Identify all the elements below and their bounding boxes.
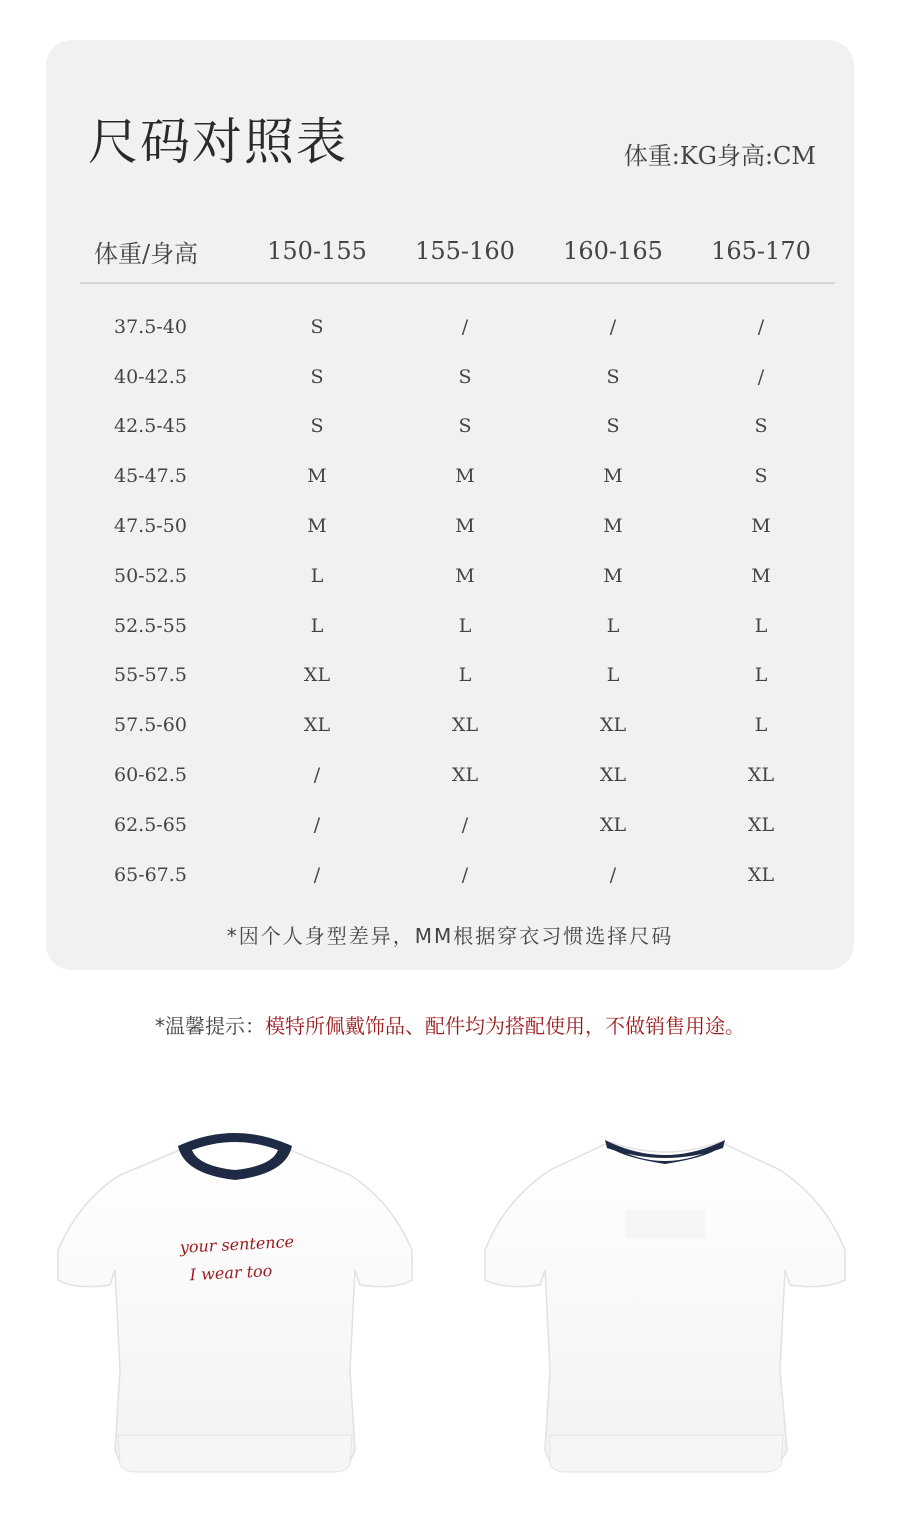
size-cell: S	[606, 415, 620, 438]
size-cell: XL	[747, 813, 775, 836]
size-cell: L	[606, 664, 620, 687]
size-cell: M	[455, 564, 475, 587]
size-cell: M	[455, 465, 475, 488]
size-cell: S	[754, 465, 768, 488]
size-cell: S	[458, 415, 472, 438]
size-cell: XL	[451, 764, 479, 787]
embroidery-line2: I wear too	[189, 1261, 273, 1285]
shirt-back-image	[475, 1120, 855, 1510]
size-cell: M	[603, 465, 623, 488]
header-height-col: 150-155	[243, 220, 391, 283]
size-cell: /	[609, 863, 617, 886]
size-cell: XL	[303, 714, 331, 737]
weight-cell: 57.5-60	[114, 714, 187, 737]
header-height-col: 160-165	[539, 220, 687, 283]
size-cell: /	[461, 813, 469, 836]
size-cell: L	[606, 614, 620, 637]
size-cell: L	[310, 614, 324, 637]
weight-cell: 37.5-40	[114, 315, 187, 338]
size-cell: /	[609, 315, 617, 338]
size-cell: /	[313, 764, 321, 787]
table-row	[80, 451, 835, 501]
header-height-col: 165-170	[687, 220, 835, 283]
size-cell: XL	[451, 714, 479, 737]
size-cell: S	[310, 365, 324, 388]
size-chart-card	[46, 40, 854, 970]
warm-tip-text: 模特所佩戴饰品、配件均为搭配使用，不做销售用途。	[265, 1014, 745, 1038]
size-cell: L	[754, 664, 768, 687]
weight-cell: 45-47.5	[114, 465, 187, 488]
size-cell: XL	[599, 714, 627, 737]
table-row	[80, 551, 835, 601]
size-cell: L	[458, 614, 472, 637]
weight-cell: 40-42.5	[114, 365, 187, 388]
embroidery-line1: your sentence	[179, 1231, 295, 1257]
table-row	[80, 601, 835, 651]
warm-tip	[0, 1010, 900, 1039]
weight-cell: 55-57.5	[114, 664, 187, 687]
table-row	[80, 700, 835, 750]
table-row	[80, 402, 835, 452]
size-cell: XL	[747, 764, 775, 787]
weight-cell: 60-62.5	[114, 764, 187, 787]
header-height-col: 155-160	[391, 220, 539, 283]
size-cell: L	[754, 714, 768, 737]
fit-footnote: *因个人身型差异，MM根据穿衣习惯选择尺码	[226, 924, 674, 948]
unit-note: 体重:KG身高:CM	[623, 142, 816, 170]
table-row	[80, 850, 835, 900]
size-cell: L	[458, 664, 472, 687]
table-row	[80, 750, 835, 800]
size-table	[80, 220, 835, 900]
size-cell: /	[757, 365, 765, 388]
size-cell: XL	[303, 664, 331, 687]
size-cell: S	[754, 415, 768, 438]
size-cell: S	[606, 365, 620, 388]
size-cell: M	[455, 515, 475, 538]
size-cell: M	[751, 564, 771, 587]
size-cell: /	[757, 315, 765, 338]
size-cell: XL	[599, 813, 627, 836]
size-cell: S	[458, 365, 472, 388]
size-cell: M	[751, 515, 771, 538]
page-title: 尺码对照表	[88, 113, 348, 171]
weight-cell: 52.5-55	[114, 614, 187, 637]
size-cell: M	[603, 564, 623, 587]
weight-cell: 65-67.5	[114, 863, 187, 886]
size-cell: S	[310, 315, 324, 338]
size-cell: /	[313, 863, 321, 886]
weight-cell: 50-52.5	[114, 564, 187, 587]
size-cell: /	[461, 863, 469, 886]
size-cell: L	[310, 564, 324, 587]
table-row	[80, 352, 835, 402]
table-header-row	[80, 220, 835, 283]
size-cell: S	[310, 415, 324, 438]
weight-cell: 62.5-65	[114, 813, 187, 836]
table-row	[80, 283, 835, 352]
table-row	[80, 501, 835, 551]
warm-tip-prefix: *温馨提示：	[155, 1014, 265, 1038]
shirt-front-image	[50, 1120, 420, 1510]
table-row	[80, 651, 835, 701]
weight-cell: 42.5-45	[114, 415, 187, 438]
size-cell: /	[313, 813, 321, 836]
size-cell: M	[603, 515, 623, 538]
size-cell: M	[307, 515, 327, 538]
table-row	[80, 800, 835, 850]
size-cell: L	[754, 614, 768, 637]
size-cell: M	[307, 465, 327, 488]
size-cell: /	[461, 315, 469, 338]
header-weight-height: 体重/身高	[80, 220, 243, 283]
size-cell: XL	[747, 863, 775, 886]
size-cell: XL	[599, 764, 627, 787]
weight-cell: 47.5-50	[114, 515, 187, 538]
